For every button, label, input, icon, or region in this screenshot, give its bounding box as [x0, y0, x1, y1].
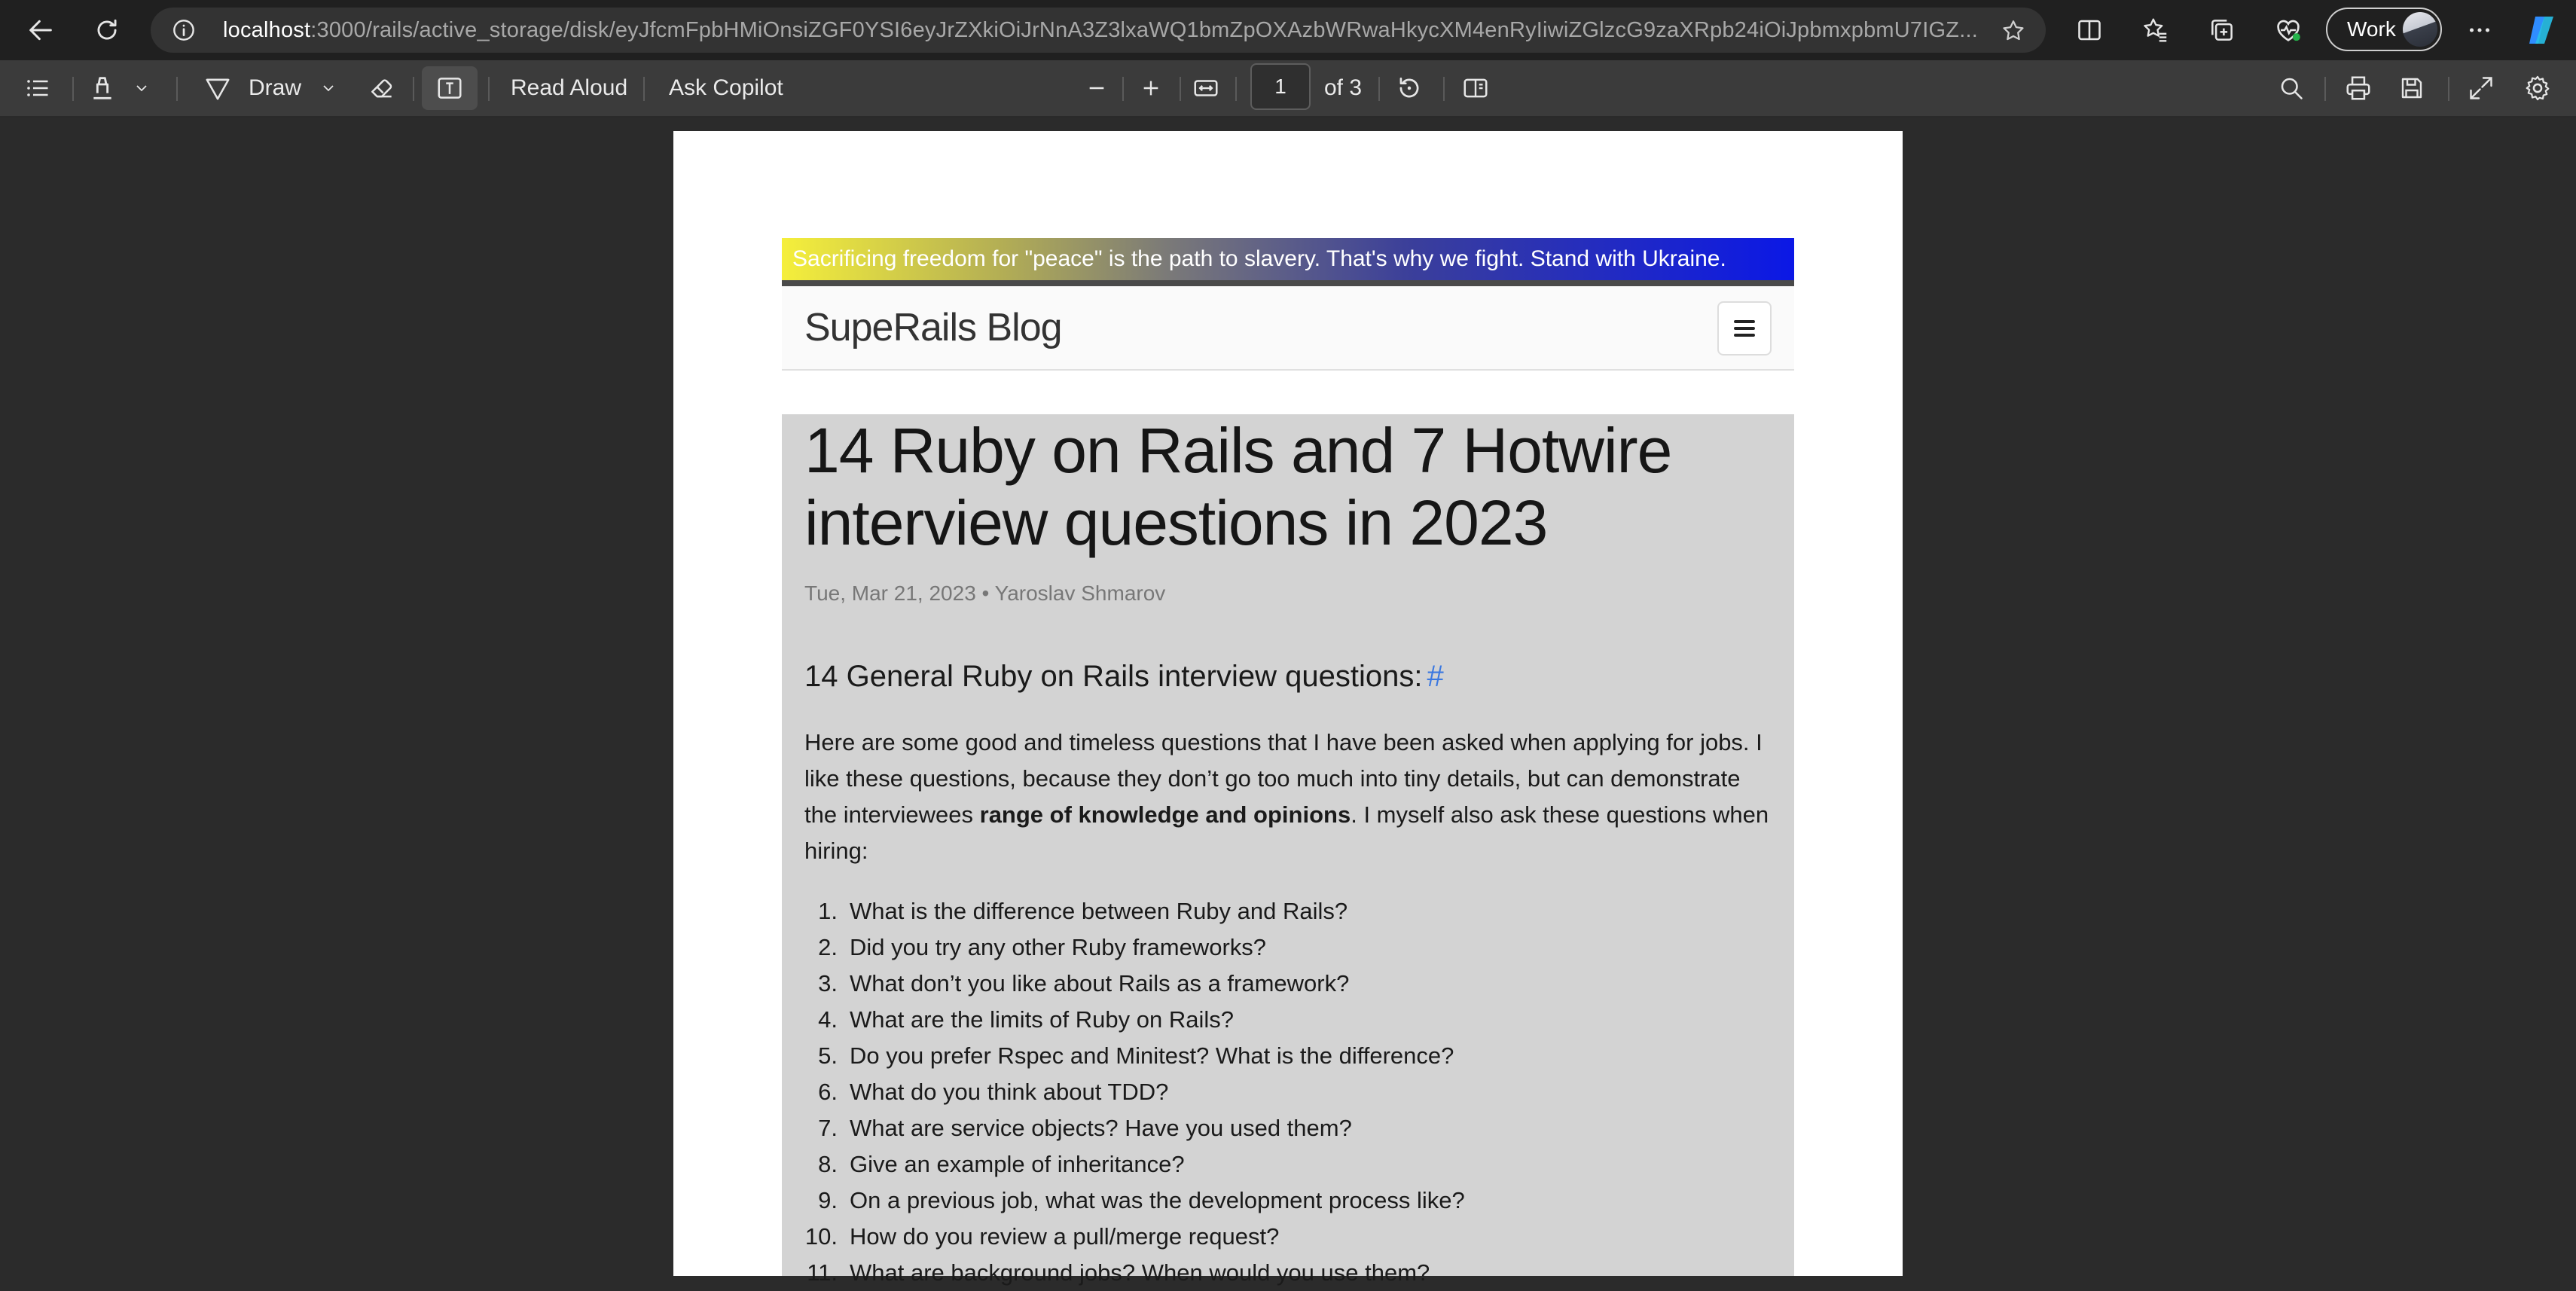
highlight-icon[interactable]: [87, 60, 118, 116]
list-item-number: 6.: [818, 1079, 838, 1105]
post-meta: Tue, Mar 21, 2023 • Yaroslav Shmarov: [804, 581, 1166, 605]
list-item-text: What don’t you like about Rails as a framework?: [850, 970, 1350, 996]
list-item-text: What are background jobs? When would you use them?: [850, 1259, 1430, 1286]
read-aloud-button[interactable]: Read Aloud: [511, 75, 628, 100]
refresh-icon[interactable]: [84, 8, 130, 53]
list-item-text: What is the difference between Ruby and Rails?: [850, 898, 1348, 924]
toolbar-divider: [1378, 77, 1380, 101]
draw-dropdown-chevron-down-icon[interactable]: [319, 60, 337, 116]
toolbar-divider: [643, 77, 645, 101]
copilot-icon[interactable]: [2519, 8, 2564, 53]
list-item-number: 3.: [818, 970, 838, 996]
address-bar[interactable]: [151, 8, 2046, 53]
section-heading-text: 14 General Ruby on Rails interview questions:: [804, 660, 1423, 693]
search-icon[interactable]: [2278, 60, 2305, 116]
toolbar-divider: [72, 77, 74, 101]
zoom-out-icon[interactable]: [1085, 60, 1109, 116]
draw-pen-icon[interactable]: [203, 60, 232, 116]
toolbar-divider: [1443, 77, 1445, 101]
toolbar-divider: [2324, 77, 2326, 101]
list-item-text: What are service objects? Have you used them?: [850, 1115, 1352, 1141]
save-icon[interactable]: [2398, 60, 2425, 116]
settings-gear-icon[interactable]: [2523, 60, 2552, 116]
list-item-text: Did you try any other Ruby frameworks?: [850, 934, 1267, 960]
post-title: 14 Ruby on Rails and 7 Hotwire interview questions in 2023: [804, 415, 1672, 558]
list-item-number: 4.: [818, 1006, 838, 1033]
profile-label: Work: [2347, 17, 2396, 41]
toolbar-divider: [488, 77, 490, 101]
url-path: :3000/rails/active_storage/disk/eyJfcmFpbHMiOnsiZGF0YSI6eyJrZXkiOiJrNnA3Z3lxaWQ1bmZpOXAzbWRwaHkycXM4enRyIiwiZGlzcG9zaXRpb24iOiJpbmxpbmU7IGZ...: [310, 18, 1978, 42]
back-icon[interactable]: [18, 8, 63, 53]
list-item-text: Give an example of inheritance?: [850, 1151, 1185, 1177]
print-icon[interactable]: [2344, 60, 2373, 116]
fullscreen-icon[interactable]: [2468, 60, 2495, 116]
toolbar-divider: [176, 77, 178, 101]
list-item: [804, 1074, 1776, 1110]
split-screen-icon[interactable]: [2067, 8, 2112, 53]
list-item-text: Do you prefer Rspec and Minitest? What is the difference?: [850, 1042, 1454, 1069]
ukraine-banner: [782, 238, 1794, 286]
eraser-icon[interactable]: [368, 60, 396, 116]
favorite-star-icon[interactable]: [2001, 18, 2026, 47]
list-item-number: 8.: [818, 1151, 838, 1177]
fit-to-width-icon[interactable]: [1192, 60, 1220, 116]
list-item: [804, 1002, 1776, 1038]
profile-button[interactable]: [2326, 8, 2442, 51]
list-item: [804, 1038, 1776, 1074]
pdf-page: [673, 131, 1903, 1286]
rotate-icon[interactable]: [1395, 60, 1424, 116]
browser-essentials-icon[interactable]: [2266, 8, 2311, 53]
page-view-icon[interactable]: [1461, 60, 1490, 116]
list-item-number: 5.: [818, 1042, 838, 1069]
section-heading: [804, 660, 1444, 694]
add-text-icon[interactable]: [435, 60, 464, 116]
page-number-input[interactable]: 1: [1250, 63, 1311, 110]
banner-text: Sacrificing freedom for "peace" is the path to slavery. That's why we fight. Stand with Ukraine.: [792, 246, 1726, 271]
list-item-number: 9.: [818, 1187, 838, 1213]
list-item-number: 11.: [807, 1259, 838, 1286]
more-options-icon[interactable]: [2457, 8, 2502, 53]
anchor-link[interactable]: #: [1427, 660, 1444, 693]
toolbar-divider: [1180, 77, 1181, 101]
url-host: localhost: [223, 18, 311, 42]
hamburger-menu-icon[interactable]: [1717, 301, 1772, 356]
avatar: [2403, 12, 2437, 47]
list-item-number: 10.: [804, 1223, 838, 1250]
table-of-contents-icon[interactable]: [24, 60, 51, 116]
intro-paragraph: [804, 725, 1776, 869]
zoom-in-icon[interactable]: [1139, 60, 1163, 116]
list-item-number: 1.: [818, 898, 838, 924]
list-item-number: 7.: [818, 1115, 838, 1141]
draw-button[interactable]: Draw: [249, 75, 302, 100]
intro-text-end: . I myself also ask these questions when hiring:: [804, 801, 1769, 864]
favorites-icon[interactable]: [2133, 8, 2178, 53]
url-text[interactable]: [223, 8, 1985, 53]
blog-header: [782, 286, 1794, 371]
article: [782, 414, 1794, 1286]
list-item: [804, 1110, 1776, 1146]
site-info-icon[interactable]: [172, 18, 196, 42]
toolbar-divider: [2448, 77, 2449, 101]
list-item: [804, 1146, 1776, 1183]
list-item: [804, 893, 1776, 929]
list-item: [804, 1183, 1776, 1219]
collections-icon[interactable]: [2199, 8, 2245, 53]
list-item: [804, 1219, 1776, 1255]
browser-top-bar: [0, 0, 2576, 60]
page-total: of 3: [1324, 75, 1363, 100]
toolbar-divider: [1235, 77, 1237, 101]
list-item: [804, 966, 1776, 1002]
toolbar-divider: [1122, 77, 1124, 101]
list-item: [804, 1255, 1776, 1291]
toolbar-divider: [413, 77, 414, 101]
questions-list: [804, 893, 1776, 1291]
blog-title[interactable]: SupeRails Blog: [804, 306, 1062, 349]
list-item-text: What are the limits of Ruby on Rails?: [850, 1006, 1234, 1033]
list-item-text: How do you review a pull/merge request?: [850, 1223, 1280, 1250]
list-item-text: On a previous job, what was the development process like?: [850, 1187, 1465, 1213]
intro-text: Here are some good and timeless questions that I have been asked when applying for jobs. I like these questions, because they don’t go too much into tiny details, but can demonstrate the interviewees: [804, 729, 1763, 828]
list-item-text: What do you think about TDD?: [850, 1079, 1169, 1105]
list-item-number: 2.: [818, 934, 838, 960]
ask-copilot-button[interactable]: Ask Copilot: [669, 75, 783, 100]
intro-emphasis: range of knowledge and opinions: [979, 801, 1351, 828]
list-item: [804, 929, 1776, 966]
highlight-dropdown-chevron-down-icon[interactable]: [133, 60, 151, 116]
